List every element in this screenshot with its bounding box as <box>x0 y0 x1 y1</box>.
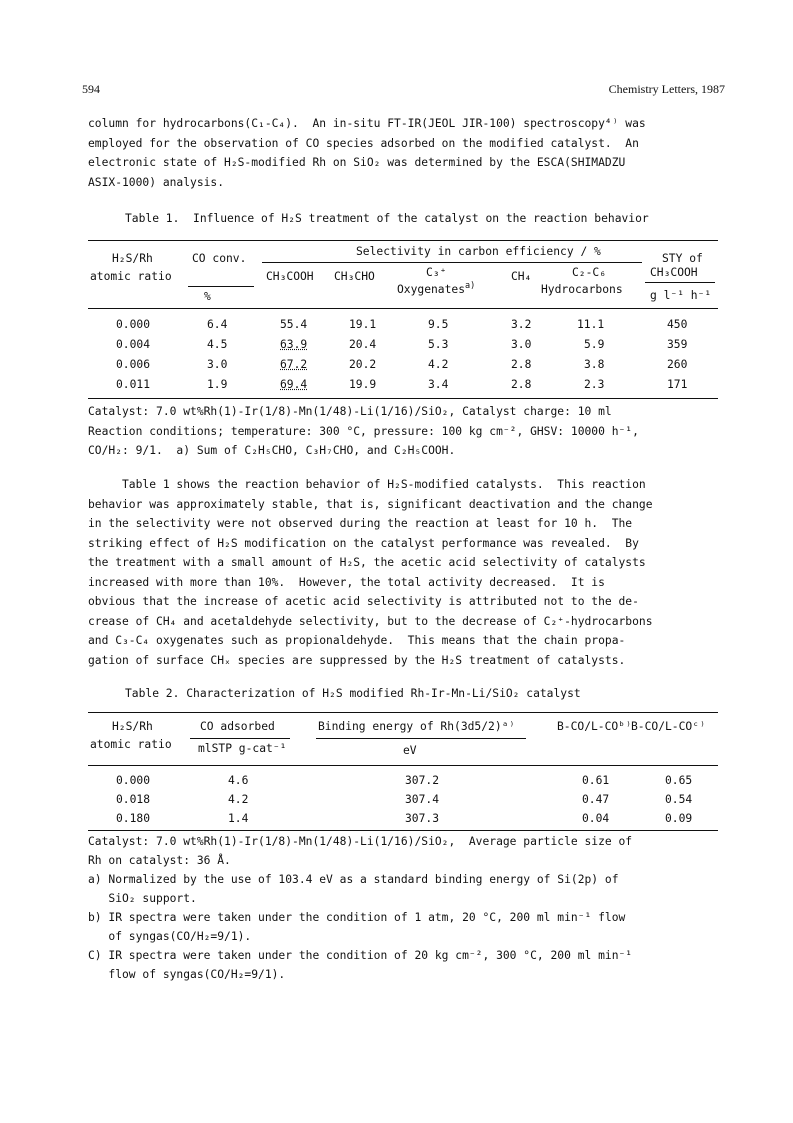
intro-line: column for hydrocarbons(C₁-C₄). An in-situ FT-IR(JEOL JIR-100) spectroscopy⁴⁾ was <box>88 117 646 130</box>
t2-cell: 307.3 <box>405 812 440 825</box>
t1-cell: 5.3 <box>428 338 449 351</box>
t2-note-line: Rh on catalyst: 36 Å. <box>88 854 231 867</box>
t1-head-c3-note: a) <box>465 281 476 292</box>
t2-co-rule <box>190 738 290 739</box>
t1-note-line: CO/H₂: 9/1. a) Sum of C₂H₅CHO, C₃H₇CHO, and C₂H₅COOH. <box>88 444 456 457</box>
t1-head-ratio-top: H₂S/Rh <box>112 252 153 265</box>
t2-cell: 0.018 <box>116 793 151 806</box>
t1-cell: 450 <box>667 318 688 331</box>
table1-head-rule <box>88 308 718 309</box>
body-line: and C₃-C₄ oxygenates such as propionaldehyde. This means that the chain propa- <box>88 634 626 647</box>
t1-selectivity-rule <box>262 262 642 263</box>
body-line: gation of surface CHₓ species are suppressed by the H₂S treatment of catalysts. <box>88 653 626 667</box>
intro-paragraph <box>88 114 718 192</box>
t2-cell: 1.4 <box>228 812 249 825</box>
t1-cell: 20.4 <box>349 338 377 351</box>
t1-cell: 2.8 <box>511 358 532 371</box>
table2-notes <box>88 832 718 984</box>
t1-head-conv: CO conv. <box>192 252 247 265</box>
t1-sty-rule <box>645 282 715 283</box>
t1-head-sty-mid: CH₃COOH <box>650 266 698 279</box>
t1-cell: 260 <box>667 358 688 371</box>
t1-cell: 19.1 <box>349 318 377 331</box>
t2-head-b2: B-CO/L-COᶜ⁾ <box>631 720 706 733</box>
t2-cell: 307.2 <box>405 774 440 787</box>
t1-note-line: Catalyst: 7.0 wt%Rh(1)-Ir(1/8)-Mn(1/48)-Li(1/16)/SiO₂, Catalyst charge: 10 ml <box>88 405 612 418</box>
t1-cell: 9.5 <box>428 318 449 331</box>
body-line: Table 1 shows the reaction behavior of H₂S-modified catalysts. This reaction <box>88 478 646 491</box>
table1-notes <box>88 402 718 461</box>
body-line: in the selectivity were not observed during the reaction at least for 10 h. The <box>88 517 633 530</box>
table1-caption: Table 1. Influence of H₂S treatment of the catalyst on the reaction behavior <box>125 212 649 225</box>
t2-head-ratio-top: H₂S/Rh <box>112 720 153 733</box>
t1-head-ratio-bottom: atomic ratio <box>90 270 172 283</box>
t1-head-c2-bottom: Hydrocarbons <box>541 283 623 296</box>
t1-head-ch3cho: CH₃CHO <box>334 270 375 283</box>
t1-cell: 0.006 <box>116 358 151 371</box>
t2-head-b1: B-CO/L-COᵇ⁾ <box>557 720 632 733</box>
journal-header: Chemistry Letters, 1987 <box>608 82 725 96</box>
t1-head-ch4: CH₄ <box>511 270 532 283</box>
t2-note-line: b) IR spectra were taken under the condition of 1 atm, 20 °C, 200 ml min⁻¹ flow <box>88 911 626 924</box>
t2-be-rule <box>316 738 526 739</box>
t1-head-conv-unit: % <box>204 290 211 303</box>
t1-cell: 20.2 <box>349 358 377 371</box>
t1-cell: 0.011 <box>116 378 151 391</box>
page-number: 594 <box>82 82 100 96</box>
t2-cell: 4.2 <box>228 793 249 806</box>
intro-line: electronic state of H₂S-modified Rh on SiO₂ was determined by the ESCA(SHIMADZU <box>88 156 626 169</box>
t1-cell: 3.2 <box>511 318 532 331</box>
body-line: behavior was approximately stable, that is, significant deactivation and the change <box>88 497 653 511</box>
t1-head-c3: C₃⁺ <box>426 266 447 279</box>
t1-cell: 3.4 <box>428 378 449 391</box>
t1-cell: 3.0 <box>207 358 228 371</box>
t1-cell: 171 <box>667 378 688 391</box>
t2-cell: 0.180 <box>116 812 151 825</box>
t2-head-co-unit: mlSTP g-cat⁻¹ <box>198 742 287 755</box>
t1-cell: 5.9 <box>584 338 605 351</box>
t1-note-line: Reaction conditions; temperature: 300 °C, pressure: 100 kg cm⁻², GHSV: 10000 h⁻¹, <box>88 424 639 438</box>
t2-note-line: flow of syngas(CO/H₂=9/1). <box>88 968 286 981</box>
t2-cell: 0.61 <box>582 774 610 787</box>
t1-cell: 19.9 <box>349 378 377 391</box>
body-line: increased with more than 10%. However, the total activity decreased. It is <box>88 575 605 589</box>
t1-head-selectivity: Selectivity in carbon efficiency / % <box>356 245 601 258</box>
body-paragraph <box>88 475 718 670</box>
t2-note-line: of syngas(CO/H₂=9/1). <box>88 930 252 943</box>
t2-head-be-unit: eV <box>403 744 417 757</box>
t2-head-be: Binding energy of Rh(3d5/2)ᵃ⁾ <box>318 720 516 733</box>
t1-head-ch3cooh: CH₃COOH <box>266 270 314 283</box>
table1-top-rule <box>88 240 718 241</box>
table2-top-rule <box>88 712 718 713</box>
t1-head-c2: C₂-C₆ <box>572 266 607 279</box>
intro-line: employed for the observation of CO species adsorbed on the modified catalyst. An <box>88 136 639 150</box>
t2-cell: 0.09 <box>665 812 693 825</box>
t1-head-sty: STY of <box>662 252 703 265</box>
t2-head-co: CO adsorbed <box>200 720 275 733</box>
body-line: striking effect of H₂S modification on the catalyst performance was revealed. By <box>88 536 639 550</box>
t1-cell: 3.8 <box>584 358 605 371</box>
t1-cell: 0.000 <box>116 318 151 331</box>
table1-bottom-rule <box>88 398 718 399</box>
table2-head-rule <box>88 765 718 766</box>
t1-cell: 11.1 <box>577 318 605 331</box>
t2-note-line: SiO₂ support. <box>88 892 197 905</box>
body-line: crease of CH₄ and acetaldehyde selectivity, but to the decrease of C₂⁺-hydrocarbons <box>88 614 653 628</box>
t1-cell: 0.004 <box>116 338 151 351</box>
body-line: the treatment with a small amount of H₂S, the acetic acid selectivity of catalysts <box>88 556 646 569</box>
t1-cell: 4.2 <box>428 358 449 371</box>
t2-cell: 0.04 <box>582 812 610 825</box>
t1-cell: 1.9 <box>207 378 228 391</box>
t1-cell: 63.9 <box>280 338 308 351</box>
t1-cell: 2.8 <box>511 378 532 391</box>
t1-head-sty-unit: g l⁻¹ h⁻¹ <box>650 289 712 302</box>
t1-cell: 4.5 <box>207 338 228 351</box>
intro-line: ASIX-1000) analysis. <box>88 175 225 189</box>
t1-cell: 69.4 <box>280 378 308 391</box>
table2-caption: Table 2. Characterization of H₂S modified Rh-Ir-Mn-Li/SiO₂ catalyst <box>125 687 581 700</box>
t1-cell: 3.0 <box>511 338 532 351</box>
t2-cell: 307.4 <box>405 793 440 806</box>
t1-cell: 6.4 <box>207 318 228 331</box>
t1-cell: 2.3 <box>584 378 605 391</box>
t2-head-ratio-bottom: atomic ratio <box>90 738 172 751</box>
t2-cell: 0.65 <box>665 774 693 787</box>
body-line: obvious that the increase of acetic acid selectivity is attributed not to the de- <box>88 595 639 608</box>
t1-cell: 359 <box>667 338 688 351</box>
t1-head-c3-bottom <box>397 283 475 296</box>
t2-cell: 0.000 <box>116 774 151 787</box>
t2-cell: 0.54 <box>665 793 693 806</box>
t1-conv-rule <box>188 286 254 287</box>
t2-note-line: a) Normalized by the use of 103.4 eV as a standard binding energy of Si(2p) of <box>88 873 619 886</box>
t1-head-c3-label: Oxygenates <box>397 283 466 296</box>
t2-note-line: C) IR spectra were taken under the condition of 20 kg cm⁻², 300 °C, 200 ml min⁻¹ <box>88 949 633 962</box>
t1-cell: 55.4 <box>280 318 308 331</box>
t2-cell: 4.6 <box>228 774 249 787</box>
table2-bottom-rule <box>88 830 718 831</box>
t1-cell: 67.2 <box>280 358 308 371</box>
t2-cell: 0.47 <box>582 793 610 806</box>
t2-note-line: Catalyst: 7.0 wt%Rh(1)-Ir(1/8)-Mn(1/48)-Li(1/16)/SiO₂, Average particle size of <box>88 835 633 848</box>
